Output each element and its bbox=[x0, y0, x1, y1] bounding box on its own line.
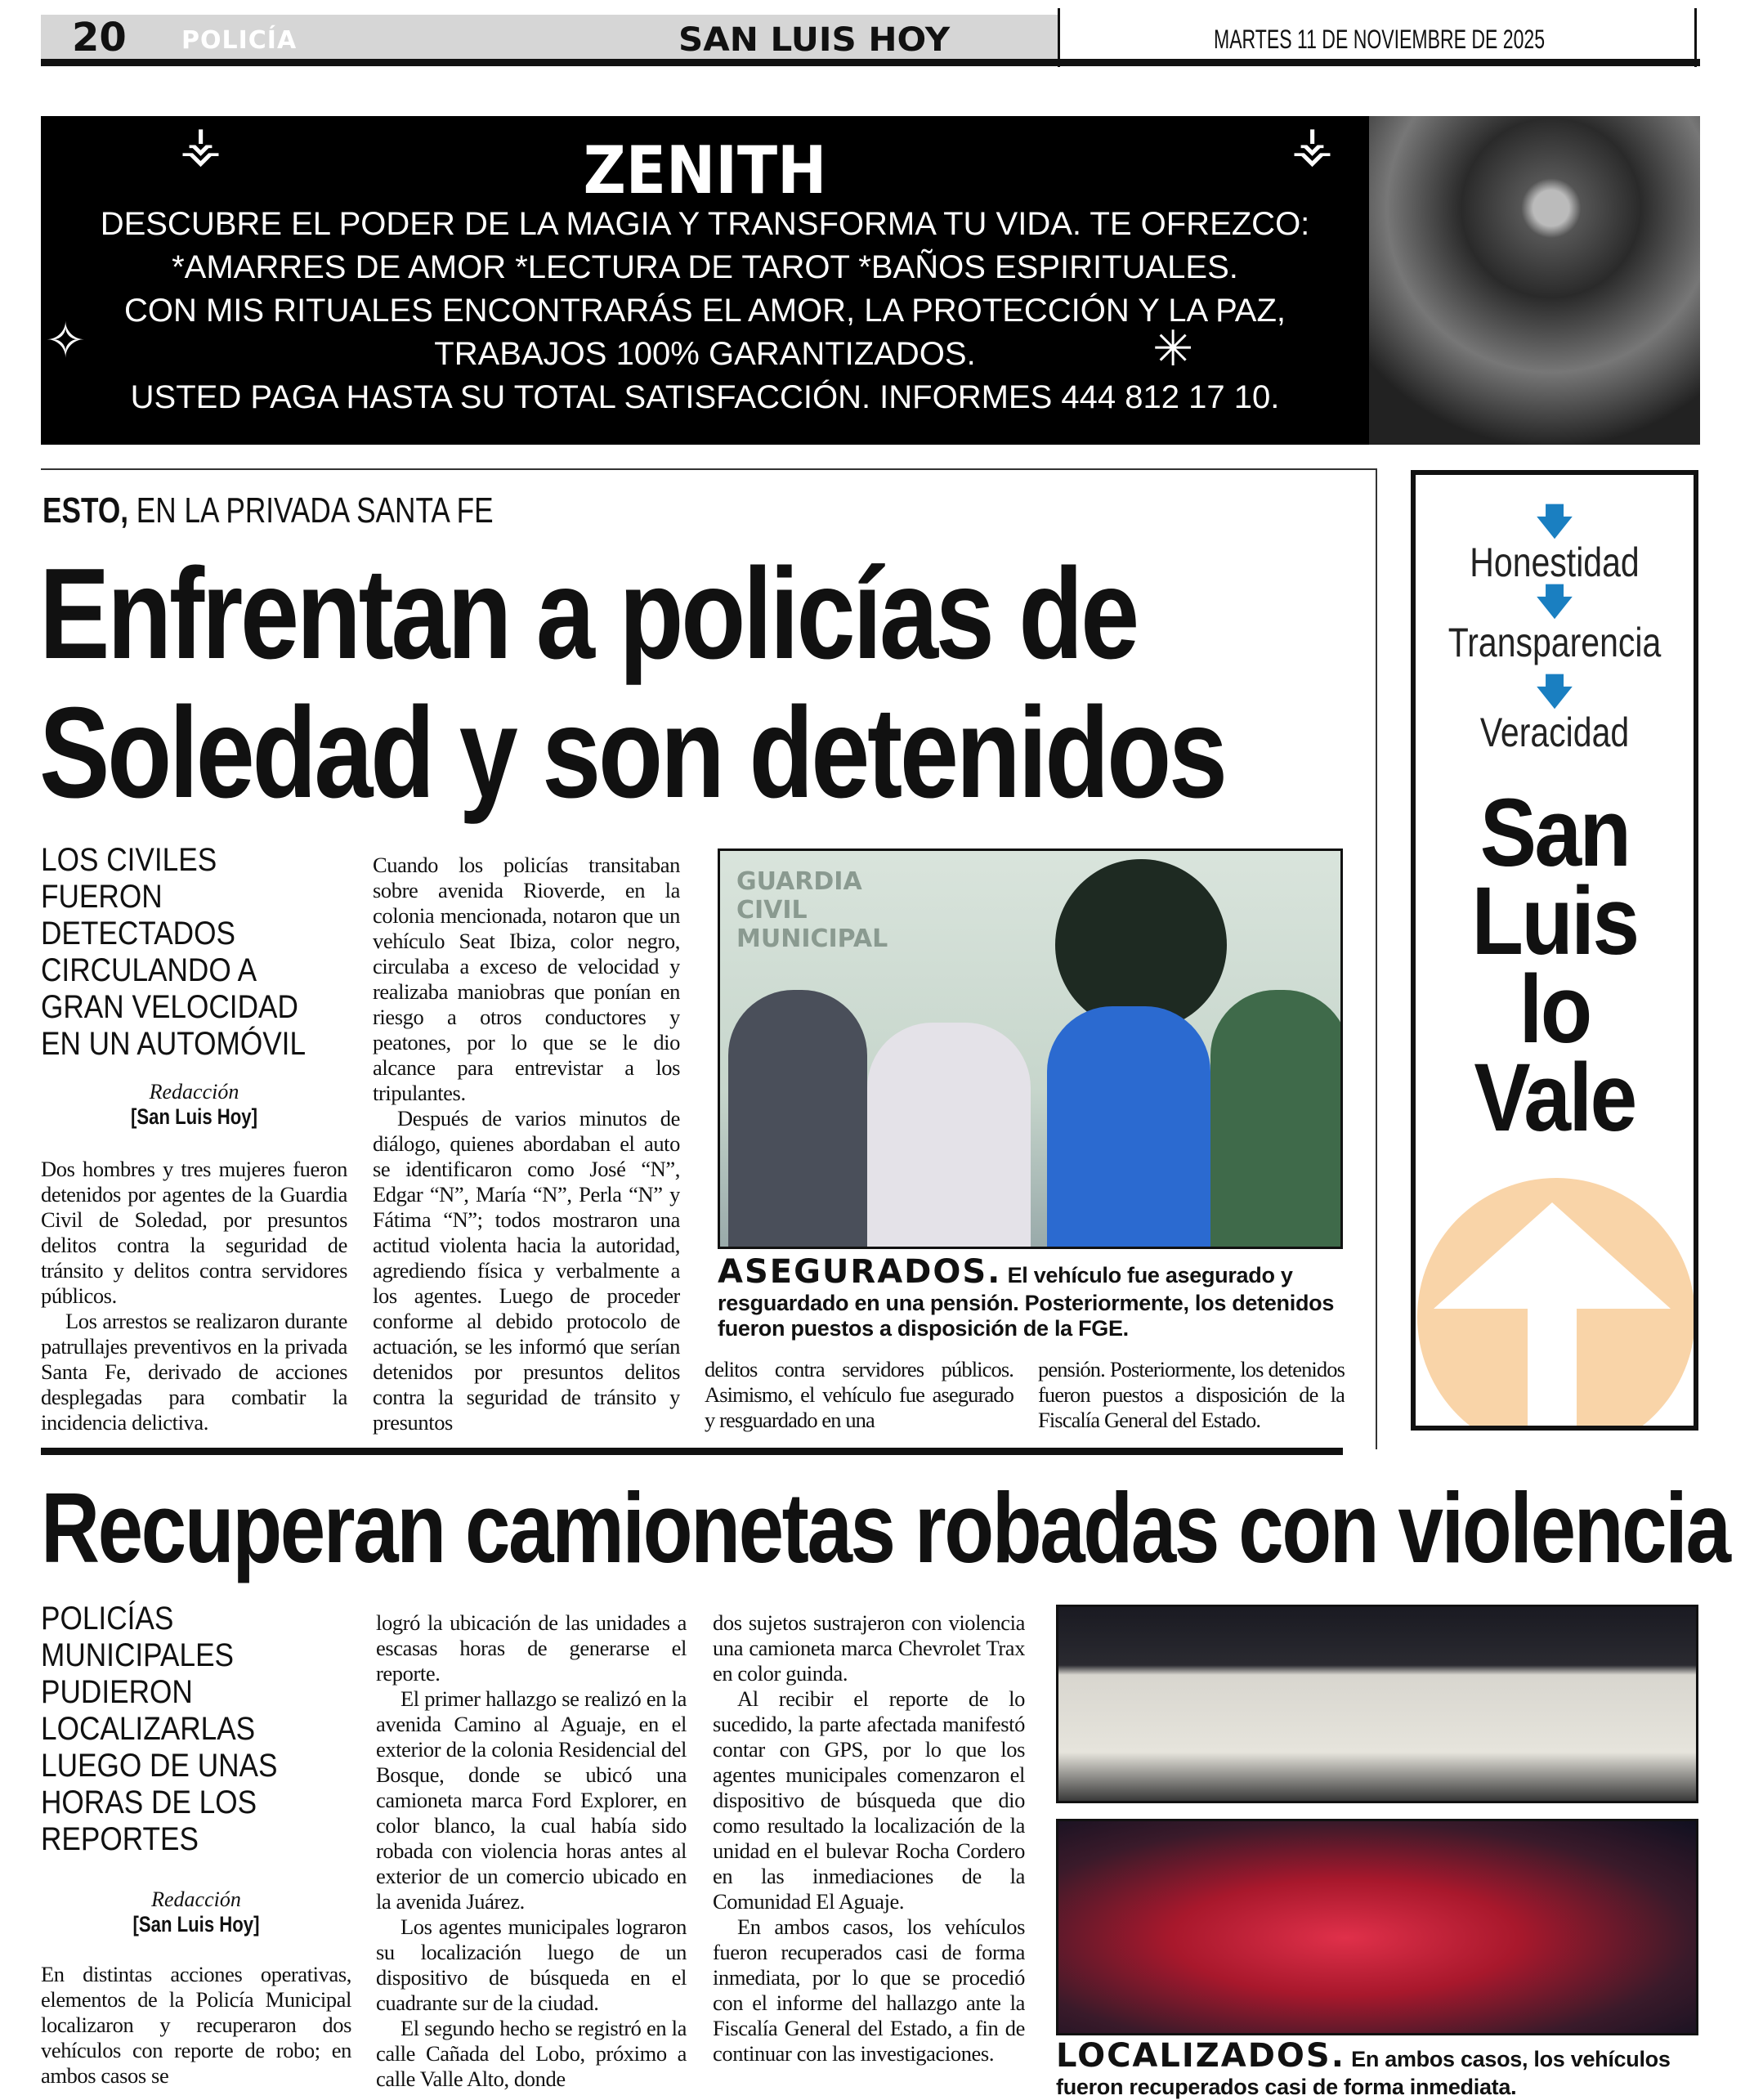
zenith-advertisement bbox=[41, 116, 1700, 445]
article-column: Cuando los policías transitaban sobre avenida Rioverde, en la colonia mencionada, notaron que un vehículo Seat Ibiza, color negro, circulaba a exceso de velocidad y realizaba maniobras que ponían en riesgo a otros conductores y peatones, por lo que se le dio alcance para entrevistar a los tripulantes. Después de varios minutos de diálogo, quienes abordaban el auto se identificaron como José “N”, Edgar “N”, María “N”, Perla “N” y Fátima “N”; todos mostraron una actitud violenta hacia la autoridad, agrediendo física y verbalmente a los agentes. Luego de proceder conforme al debido protocolo de actuación, se les informó que serían detenidos por presuntos delitos contra la seguridad de tránsito y presuntos bbox=[373, 853, 680, 1435]
headline: Recuperan camionetas robadas con violencia bbox=[41, 1472, 1729, 1583]
story-deck: LOS CIVILES FUERON DETECTADOS CIRCULANDO A GRAN VELOCIDAD EN UN AUTOMÓVIL bbox=[41, 842, 307, 1062]
newspaper-name: SAN LUIS HOY bbox=[678, 21, 951, 59]
article-column: pensión. Posteriormente, los detenidos fueron puestos a disposición de la Fiscalía General del Estado. bbox=[1038, 1357, 1345, 1432]
value-word: Transparencia bbox=[1448, 620, 1662, 665]
ad-title: ZENITH bbox=[583, 132, 827, 208]
red-suv-photo bbox=[1056, 1819, 1698, 2035]
ad-line: USTED PAGA HASTA SU TOTAL SATISFACCIÓN. INFORMES 444 812 17 10. bbox=[130, 379, 1280, 415]
section-rule bbox=[41, 1448, 1343, 1455]
person bbox=[1210, 990, 1343, 1249]
value-word: Veracidad bbox=[1479, 710, 1630, 755]
issue-date: MARTES 11 DE NOVIEMBRE DE 2025 bbox=[1214, 25, 1546, 54]
header-divider bbox=[1058, 8, 1060, 67]
san-luis-lo-vale-ad bbox=[1411, 470, 1698, 1431]
ad-line: *AMARRES DE AMOR *LECTURA DE TAROT *BAÑOS ESPIRITUALES. bbox=[172, 249, 1238, 285]
person bbox=[1047, 1006, 1210, 1249]
detainees-photo bbox=[718, 849, 1343, 1249]
arrow-down-icon: 🡇 bbox=[1536, 671, 1573, 713]
logo-circle bbox=[1417, 1178, 1695, 1431]
ad-line: CON MIS RITUALES ENCONTRARÁS EL AMOR, LA PROTECCIÓN Y LA PAZ, bbox=[123, 293, 1286, 329]
section-name: POLICÍA bbox=[181, 26, 298, 55]
person bbox=[867, 1023, 1031, 1249]
headline-line: Enfrentan a policías de bbox=[39, 542, 1137, 686]
value-word: Honestidad bbox=[1470, 540, 1640, 585]
kicker: ESTO, EN LA PRIVADA SANTA FE bbox=[43, 490, 494, 531]
person bbox=[728, 990, 867, 1249]
white-suv-photo bbox=[1056, 1605, 1698, 1803]
page-number: 20 bbox=[72, 15, 127, 60]
article-column: logró la ubicación de las unidades a escasas horas de generarse el reporte. El primer hallazgo se realizó en la avenida Camino al Aguaje, en el exterior de la colonia Residencial del Bosque, donde se ubicó una camioneta marca Ford Explorer, en color blanco, la cual había sido robada con violencia horas antes al exterior de un comercio ubicado en la avenida Juárez. Los agentes municipales lograron su localización luego de un dispositivo de búsqueda en el cuadrante sur de la ciudad. El segundo hecho se registró en la calle Cañada del Lobo, próximo a calle Valle Alto, donde bbox=[376, 1610, 687, 2091]
header-divider-right bbox=[1694, 8, 1697, 67]
article-column: Dos hombres y tres mujeres fueron detenidos por agentes de la Guardia Civil de Soledad, por presuntos delitos contra la seguridad de tránsito y delitos contra servidores públicos. Los arrestos se realizaron durante patrullajes preventivos en la privada Santa Fe, derivado de acciones desplegadas para combatir la incidencia delictiva. bbox=[41, 1157, 347, 1435]
fortune-teller-photo bbox=[1369, 116, 1700, 445]
sparkle-icon: ⚶ bbox=[180, 118, 221, 172]
arrow-down-icon: 🡇 bbox=[1536, 581, 1573, 623]
story-deck: POLICÍAS MUNICIPALES PUDIERON LOCALIZARLAS LUEGO DE UNAS HORAS DE LOS REPORTES bbox=[41, 1601, 278, 1857]
ad-line: DESCUBRE EL PODER DE LA MAGIA Y TRANSFORMA TU VIDA. TE OFREZCO: bbox=[100, 206, 1310, 242]
article-column: delitos contra servidores públicos. Asimismo, el vehículo fue asegurado y resguardado en una bbox=[705, 1357, 1014, 1432]
sparkle-icon: ⚶ bbox=[1291, 118, 1333, 172]
photo-caption: LOCALIZADOS. En ambos casos, los vehículos fueron recuperados casi de forma inmediata. bbox=[1056, 2037, 1671, 2099]
byline: Redacción [San Luis Hoy] bbox=[130, 1080, 257, 1129]
photo-caption: ASEGURADOS. El vehículo fue asegurado y resguardado en una pensión. Posteriormente, los detenidos fueron puestos a disposición de la FGE. bbox=[718, 1253, 1335, 1341]
arrow-down-icon: 🡇 bbox=[1536, 501, 1573, 543]
article-column: En distintas acciones operativas, elementos de la Policía Municipal localizaron y recuperaron dos vehículos con reporte de robo; en ambos casos se bbox=[41, 1962, 351, 2088]
star-icon: ✧ bbox=[45, 314, 87, 368]
police-emblem bbox=[1055, 859, 1227, 1031]
article-column: dos sujetos sustrajeron con violencia una camioneta marca Chevrolet Trax en color guinda. Al recibir el reporte de lo sucedido, la parte afectada manifestó contar con GPS, por lo que los agentes municipales comenzaron el dispositivo de búsqueda que dio como resultado la localización de la unidad en el bulevar Rocha Cordero en las inmediaciones de la Comunidad El Aguaje. En ambos casos, los vehículos fueron recuperados casi de forma inmediata, por lo que se procedió con el informe del hallazgo ante la Fiscalía General del Estado, a fin de continuar con las investigaciones. bbox=[713, 1610, 1025, 2066]
ad-line: TRABAJOS 100% GARANTIZADOS. bbox=[434, 336, 976, 372]
headline-line: Soledad y son detenidos bbox=[39, 681, 1225, 825]
slogan: San Luis lo Vale bbox=[1471, 779, 1638, 1152]
header-rule bbox=[41, 59, 1700, 66]
byline: Redacción [San Luis Hoy] bbox=[132, 1887, 260, 1937]
wall-sign: GUARDIA CIVIL MUNICIPAL bbox=[736, 867, 888, 953]
star-icon: ✳ bbox=[1152, 322, 1194, 376]
